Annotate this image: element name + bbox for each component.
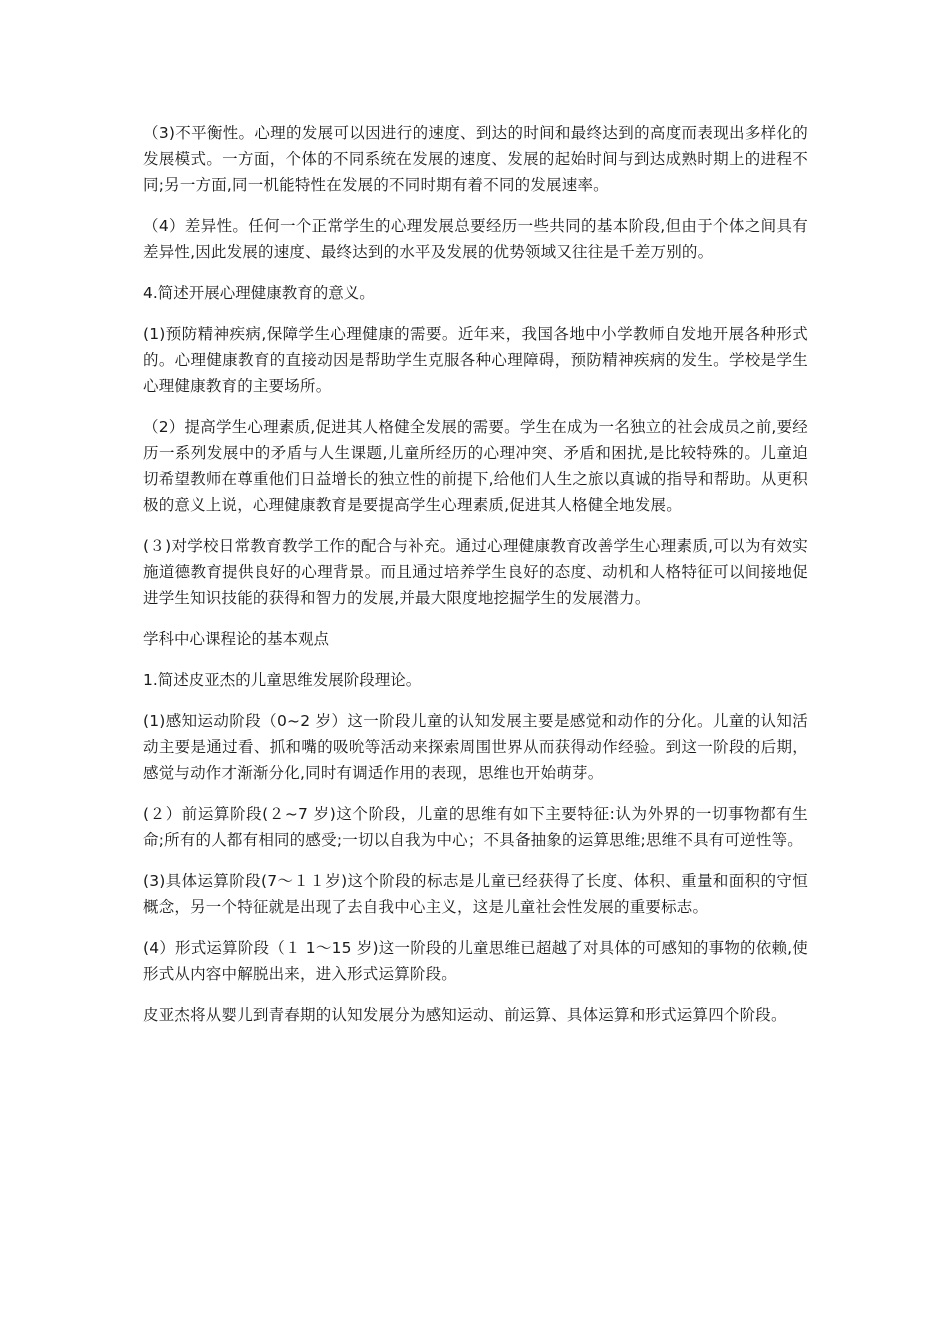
paragraph-prevention: (1)预防精神疾病,保障学生心理健康的需要。近年来，我国各地中小学教师自发地开展各种形式的。心理健康教育的直接动因是帮助学生克服各种心理障碍，预防精神疾病的发生。学校是学生心理健康教育的主要场所。 [143,325,808,395]
section-heading-curriculum: 学科中心课程论的基本观点 [143,630,330,648]
paragraph-concrete-operational: (3)具体运算阶段(7～１１岁)这个阶段的标志是儿童已经获得了长度、体积、重量和面积的守恒概念，另一个特征就是出现了去自我中心主义，这是儿童社会性发展的重要标志。 [143,872,808,916]
paragraph-preoperational: (２）前运算阶段(２~7 岁)这个阶段，儿童的思维有如下主要特征:认为外界的一切事物都有生命;所有的人都有相同的感受;一切以自我为中心；不具备抽象的运算思维;思维不具有可逆性等。 [143,805,808,849]
paragraph-imbalance: （3)不平衡性。心理的发展可以因进行的速度、到达的时间和最终达到的高度而表现出多样化的发展模式。一方面，个体的不同系统在发展的速度、发展的起始时间与到达成熟时期上的进程不同;另一方面,同一机能特性在发展的不同时期有着不同的发展速率。 [143,124,808,194]
paragraph-difference: （4）差异性。任何一个正常学生的心理发展总要经历一些共同的基本阶段,但由于个体之间具有差异性,因此发展的速度、最终达到的水平及发展的优势领域又往往是千差万别的。 [143,217,808,261]
paragraph-formal-operational: (4）形式运算阶段（１ 1～15 岁)这一阶段的儿童思维已超越了对具体的可感知的事物的依赖,使形式从内容中解脱出来，进入形式运算阶段。 [143,939,808,983]
paragraph-supplement: (３)对学校日常教育教学工作的配合与补充。通过心理健康教育改善学生心理素质,可以为有效实施道德教育提供良好的心理背景。而且通过培养学生良好的态度、动机和人格特征可以间接地促进学生知识技能的获得和智力的发展,并最大限度地挖掘学生的发展潜力。 [143,537,808,607]
paragraph-quality: （2）提高学生心理素质,促进其人格健全发展的需要。学生在成为一名独立的社会成员之前,要经历一系列发展中的矛盾与人生课题,儿童所经历的心理冲突、矛盾和困扰,是比较特殊的。儿童迫切希望教师在尊重他们日益增长的独立性的前提下,给他们人生之旅以真诚的指导和帮助。从更积极的意义上说，心理健康教育是要提高学生心理素质,促进其人格健全地发展。 [143,418,808,514]
question-heading-mental-health: 4.简述开展心理健康教育的意义。 [143,284,375,302]
question-heading-piaget: 1.简述皮亚杰的儿童思维发展阶段理论。 [143,671,422,689]
paragraph-summary: 皮亚杰将从婴儿到青春期的认知发展分为感知运动、前运算、具体运算和形式运算四个阶段。 [143,1006,787,1024]
document-body [143,120,808,1043]
paragraph-sensorimotor: (1)感知运动阶段（0~2 岁）这一阶段儿童的认知发展主要是感觉和动作的分化。儿童的认知活动主要是通过看、抓和嘴的吸吮等活动来探索周围世界从而获得动作经验。到这一阶段的后期，感觉与动作才渐渐分化,同时有调适作用的表现，思维也开始萌芽。 [143,712,808,782]
